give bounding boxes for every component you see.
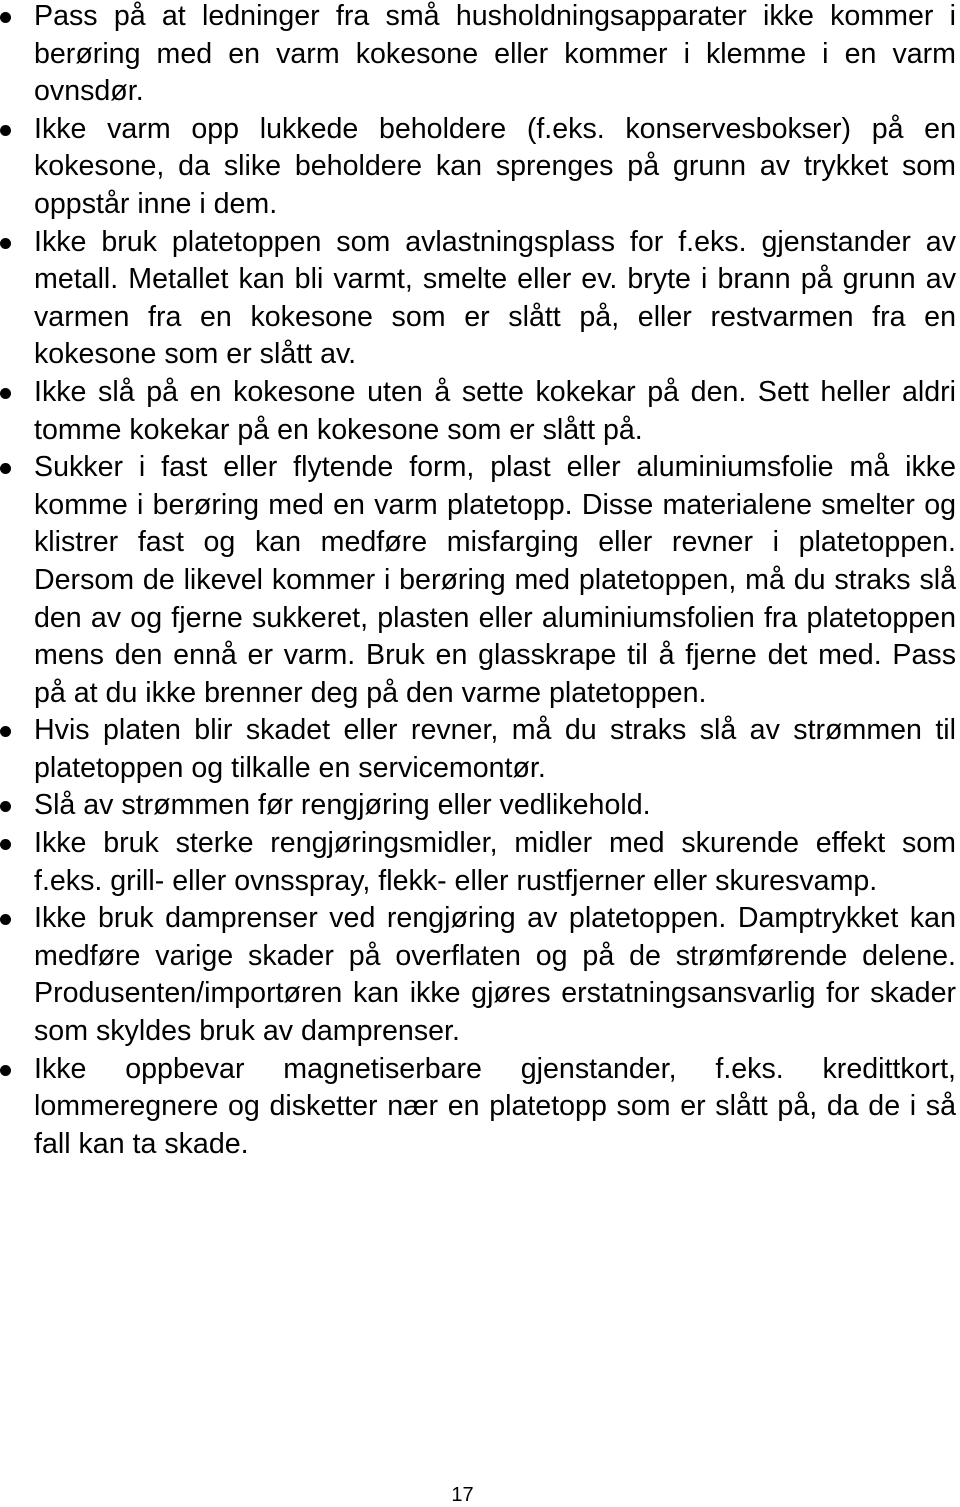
list-item-text: Sukker i fast eller flytende form, plast eller aluminiumsfolie må ikke komme i berøring med en varm platetopp. Disse materialene smelter og klistrer fast og kan medføre misfarging eller revner i platetoppen. Dersom de likevel kommer i berøring med platetoppen, må du straks slå den av og fjerne sukkeret, plasten eller aluminiumsfolien fra platetoppen mens den ennå er varm. Bruk en glasskrape til å fjerne det med. Pass på at du ikke brenner deg på den varme platetoppen.: [34, 451, 956, 709]
page-number: 17: [451, 1484, 474, 1506]
list-item: [0, 449, 956, 712]
list-item-text: Ikke bruk platetoppen som avlastningsplass for f.eks. gjenstander av metall. Metallet kan bli varmt, smelte eller ev. bryte i brann på grunn av varmen fra en kokesone som er slått på, eller restvarmen fra en kokesone som er slått av.: [34, 225, 956, 371]
bullet-icon: [0, 726, 11, 737]
list-item-text: Ikke bruk sterke rengjøringsmidler, midler med skurende effekt som f.eks. grill- eller ovnsspray, flekk- eller rustfjerner eller skuresvamp.: [34, 827, 956, 897]
list-item: [0, 787, 956, 825]
bullet-icon: [0, 463, 11, 474]
bullet-icon: [0, 238, 11, 249]
bullet-icon: [0, 125, 11, 136]
list-item: [0, 0, 956, 111]
list-item-text: Hvis platen blir skadet eller revner, må du straks slå av strømmen til platetoppen og tilkalle en servicemontør.: [34, 714, 956, 784]
list-item: [0, 111, 956, 224]
bullet-icon: [0, 839, 11, 850]
bullet-icon: [0, 12, 11, 23]
bullet-icon: [0, 801, 11, 812]
list-item-text: Ikke bruk damprenser ved rengjøring av platetoppen. Damptrykket kan medføre varige skader på overflaten og på de strømførende delene. Produsenten/importøren kan ikke gjøres erstatningsansvarlig for skader som skyldes bruk av damprenser.: [34, 902, 956, 1048]
list-item-text: Slå av strømmen før rengjøring eller vedlikehold.: [34, 789, 651, 822]
list-item: [0, 224, 956, 374]
bullet-icon: [0, 1065, 11, 1076]
list-item: [0, 1051, 956, 1164]
list-item-text: Pass på at ledninger fra små husholdningsapparater ikke kommer i berøring med en varm kokesone eller kommer i klemme i en varm ovnsdør.: [34, 0, 956, 108]
list-item: [0, 825, 956, 900]
list-item: [0, 712, 956, 787]
list-item: [0, 900, 956, 1050]
bullet-icon: [0, 388, 11, 399]
list-item-text: Ikke slå på en kokesone uten å sette kokekar på den. Sett heller aldri tomme kokekar på en kokesone som er slått på.: [34, 375, 956, 446]
list-item-text: Ikke oppbevar magnetiserbare gjenstander, f.eks. kredittkort, lommeregnere og disketter nær en platetopp som er slått på, da de i så fall kan ta skade.: [34, 1052, 956, 1160]
list-item: [0, 374, 956, 449]
list-item-text: Ikke varm opp lukkede beholdere (f.eks. konservesbokser) på en kokesone, da slike beholdere kan sprenges på grunn av trykket som oppstår inne i dem.: [34, 112, 956, 220]
bullet-icon: [0, 914, 11, 925]
